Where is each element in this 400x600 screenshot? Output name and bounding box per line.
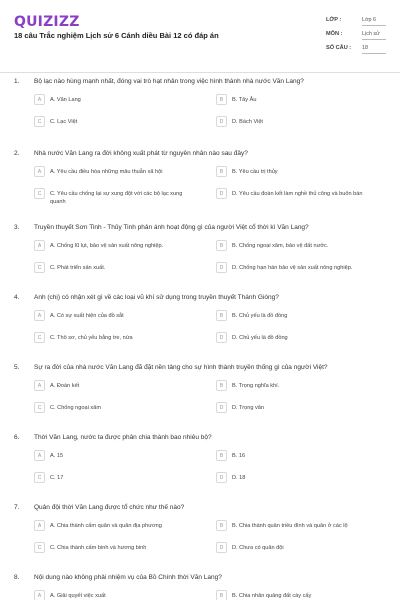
option-a-badge: A [34, 240, 45, 251]
option-d[interactable] [216, 116, 377, 127]
option-a-badge: A [34, 590, 45, 600]
option-c-badge: C [34, 472, 45, 483]
option-d[interactable] [216, 542, 377, 553]
option-d-text: D. Chưa có quân đội [232, 544, 284, 551]
option-b-badge: B [216, 310, 227, 321]
option-d-text: D. 18 [232, 474, 246, 481]
option-c-badge: C [34, 402, 45, 413]
option-d[interactable] [216, 402, 377, 413]
option-a-badge: A [34, 450, 45, 461]
option-a-badge: A [34, 520, 45, 531]
option-a-badge: A [34, 310, 45, 321]
class-label: LỚP : [326, 17, 342, 23]
option-c[interactable] [34, 472, 195, 483]
option-c-text: C. Lạc Việt [50, 118, 78, 125]
option-d-badge: D [216, 402, 227, 413]
option-a[interactable] [34, 166, 195, 177]
count-label: SỐ CÂU : [326, 45, 352, 51]
option-a-badge: A [34, 94, 45, 105]
class-value: Lớp 6 [362, 17, 386, 26]
option-a[interactable] [34, 520, 195, 531]
option-a[interactable] [34, 380, 195, 391]
option-b[interactable] [216, 166, 377, 177]
option-d-text: D. Chủ yếu là đồ đồng [232, 334, 288, 341]
question-number: 7. [14, 504, 20, 511]
option-c[interactable] [34, 188, 195, 206]
option-c-badge: C [34, 332, 45, 343]
option-a-text: A. Giải quyết việc xuất [50, 592, 106, 599]
option-a-text: A. Chống lũ lụt, bảo vệ sản xuất nông nghiệp. [50, 242, 164, 249]
option-d-text: D. Chống hạn hán bảo vệ sản xuất nông nghiệp. [232, 264, 353, 271]
option-b-text: B. Chủ yếu là đồ đồng [232, 312, 288, 319]
option-d[interactable] [216, 472, 377, 483]
option-b-text: B. Chia nhân quảng đất cày cấy [232, 592, 312, 599]
option-c[interactable] [34, 332, 195, 343]
count-value: 18 [362, 45, 386, 54]
option-d-badge: D [216, 262, 227, 273]
option-d-badge: D [216, 542, 227, 553]
option-a-badge: A [34, 380, 45, 391]
question-number: 6. [14, 434, 20, 441]
option-b[interactable] [216, 94, 377, 105]
option-c[interactable] [34, 402, 195, 413]
question-text: Truyền thuyết Sơn Tinh - Thủy Tinh phản ánh hoạt động gì của người Việt cổ thời kì Văn Lang? [34, 224, 309, 231]
option-b-badge: B [216, 520, 227, 531]
option-d-badge: D [216, 472, 227, 483]
question-number: 3. [14, 224, 20, 231]
subject-value: Lịch sử [362, 31, 386, 40]
option-d-text: D. Trọng văn [232, 404, 265, 411]
option-d-text: D. Yêu cầu đoàn kết làm nghề thủ công và buôn bán [232, 190, 363, 197]
option-b-text: B. Chống ngoại xâm, bảo vệ đất nước. [232, 242, 329, 249]
option-d[interactable] [216, 188, 377, 199]
worksheet-title: 18 câu Trắc nghiệm Lịch sử 6 Cánh diều Bài 12 có đáp án [14, 31, 219, 40]
option-b[interactable] [216, 520, 377, 531]
option-c[interactable] [34, 542, 195, 553]
option-b-text: B. Chia thành quân triều đình và quân ở các lộ [232, 522, 348, 529]
option-b-text: B. 16 [232, 452, 246, 459]
option-b[interactable] [216, 380, 377, 391]
option-c-text: C. Chia thành cấm binh và hương binh [50, 544, 147, 551]
option-a-text: A. Yêu cầu điều hòa những mâu thuẫn xã hội [50, 168, 163, 175]
option-b-text: B. Yêu cầu trị thủy [232, 168, 278, 175]
question-text: Nhà nước Văn Lang ra đời không xuất phát từ nguyên nhân nào sau đây? [34, 150, 248, 157]
question-text: Quản đội thời Văn Lang được tổ chức như thế nào? [34, 504, 185, 511]
option-c-text: C. Thô sơ, chủ yếu bằng tre, nứa [50, 334, 133, 341]
worksheet-header [0, 0, 400, 70]
option-c-text: C. Chống ngoại xâm [50, 404, 101, 411]
option-d[interactable] [216, 332, 377, 343]
option-a-text: A. Đoàn kết [50, 382, 80, 389]
quizizz-logo: QUIZIZZ [14, 14, 80, 30]
option-a[interactable] [34, 310, 195, 321]
option-b-badge: B [216, 166, 227, 177]
option-a-text: A. Văn Lang [50, 96, 81, 103]
option-c-text: C. 17 [50, 474, 64, 481]
option-c-text: C. Yêu cầu chống lại sự xung đột với các bộ lạc xung quanh [50, 190, 183, 205]
option-a-badge: A [34, 166, 45, 177]
option-a[interactable] [34, 240, 195, 251]
option-b-text: B. Trọng nghĩa khí. [232, 382, 280, 389]
option-c-badge: C [34, 262, 45, 273]
option-b[interactable] [216, 590, 377, 600]
option-b[interactable] [216, 450, 377, 461]
option-a-text: A. 15 [50, 452, 64, 459]
subject-label: MÔN : [326, 31, 343, 37]
option-b-badge: B [216, 590, 227, 600]
option-a[interactable] [34, 450, 195, 461]
option-c-badge: C [34, 188, 45, 199]
option-b[interactable] [216, 240, 377, 251]
option-b-badge: B [216, 94, 227, 105]
question-text: Sự ra đời của nhà nước Văn Lang đã đặt nền tảng cho sự hình thành truyền thống gì của người Việt? [34, 364, 328, 371]
option-c[interactable] [34, 262, 195, 273]
option-d-text: D. Bách Việt [232, 118, 263, 125]
option-c-badge: C [34, 116, 45, 127]
option-b-text: B. Tây Âu [232, 96, 257, 103]
option-c-text: C. Phát triển sản xuất. [50, 264, 106, 271]
header-divider [0, 72, 400, 73]
option-b-badge: B [216, 450, 227, 461]
question-text: Thời Văn Lang, nước ta được phân chia thành bao nhiêu bộ? [34, 434, 212, 441]
question-number: 1. [14, 78, 20, 85]
option-a[interactable] [34, 590, 195, 600]
question-number: 8. [14, 574, 20, 581]
option-b-badge: B [216, 240, 227, 251]
option-b-badge: B [216, 380, 227, 391]
question-number: 2. [14, 150, 20, 157]
question-text: Bộ lạc nào hùng mạnh nhất, đóng vai trò hạt nhân trong việc hình thành nhà nước Văn Lang? [34, 78, 304, 85]
option-b[interactable] [216, 310, 377, 321]
option-a-text: A. Chia thành cấm quân và quân địa phương [50, 522, 162, 529]
option-d[interactable] [216, 262, 377, 273]
question-number: 5. [14, 364, 20, 371]
option-d-badge: D [216, 332, 227, 343]
option-d-badge: D [216, 188, 227, 199]
option-c[interactable] [34, 116, 195, 127]
option-a-text: A. Có sự xuất hiện của đồ sắt [50, 312, 124, 319]
option-a[interactable] [34, 94, 195, 105]
option-d-badge: D [216, 116, 227, 127]
option-c-badge: C [34, 542, 45, 553]
question-text: Nội dung nào không phải nhiệm vụ của Bồ Chính thời Văn Lang? [34, 574, 222, 581]
question-number: 4. [14, 294, 20, 301]
question-text: Anh (chị) có nhận xét gì về các loại vũ khí sử dụng trong truyền thuyết Thánh Gióng? [34, 294, 279, 301]
